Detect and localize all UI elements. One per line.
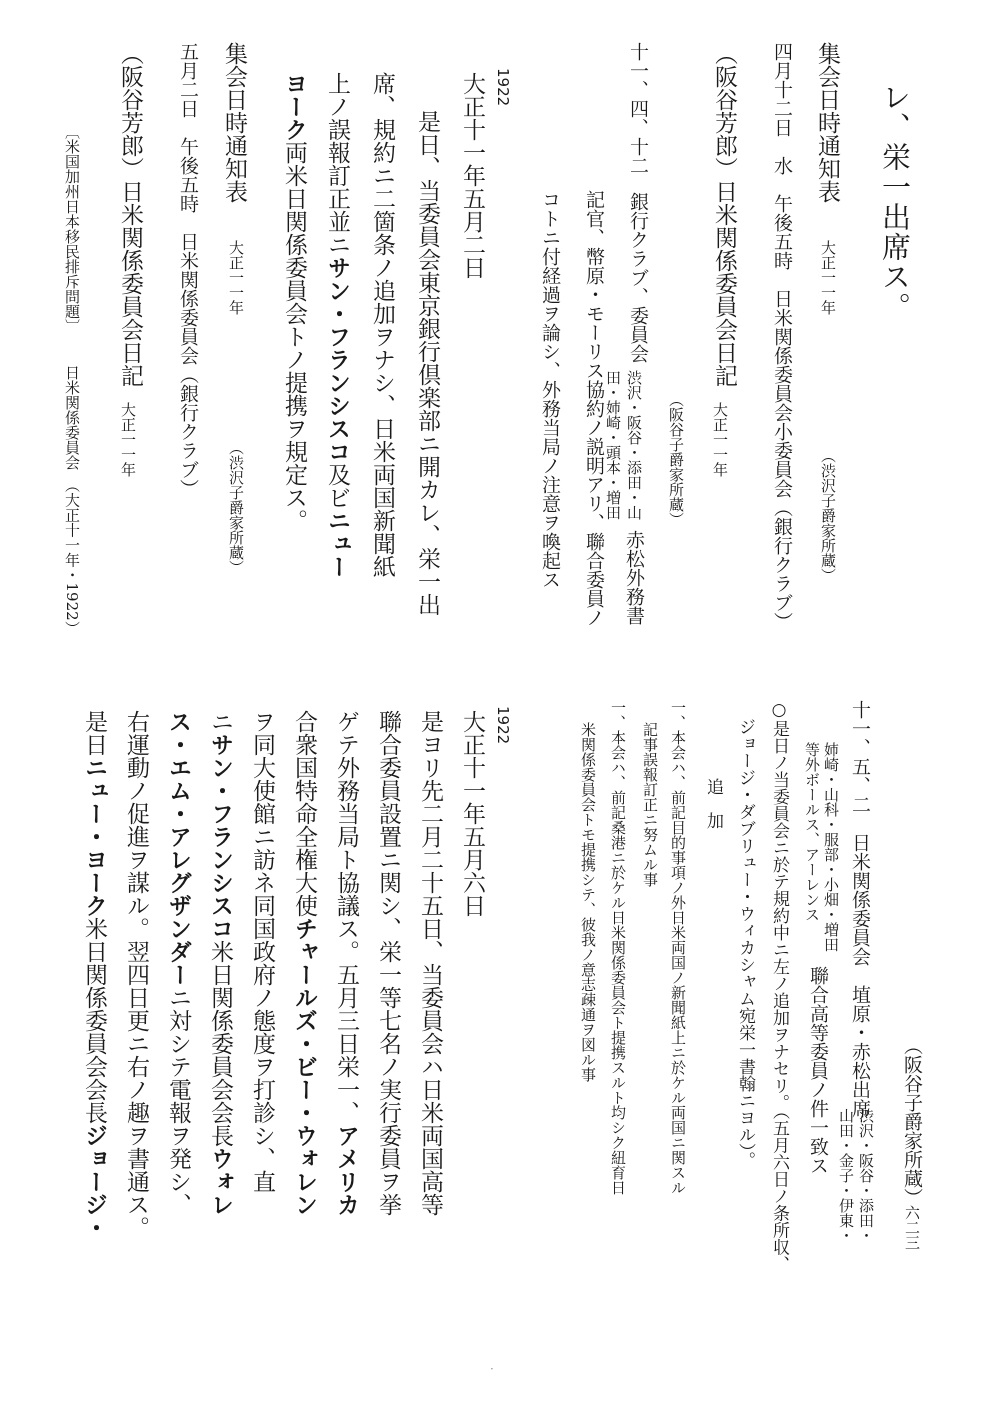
annotation-note: 渋沢・阪谷・添田・ xyxy=(857,1108,875,1243)
text-column: レ、栄一出席ス。 xyxy=(878,82,912,322)
year-label: 1922 xyxy=(494,68,512,107)
text-column: 十一、四、十二 xyxy=(627,42,649,175)
source-label: （渋沢子爵家所蔵） xyxy=(227,440,245,575)
text-segment: ジョージ・ xyxy=(81,1124,108,1239)
running-header: 日米関係委員会 （大正十一年・1922） xyxy=(63,365,81,636)
text-column: 四月十二日 水 午後五時 日米関係委員会小委員会（銀行クラブ） xyxy=(771,42,793,631)
text-column: 右運動ノ促進ヲ謀ル。翌四日更ニ右ノ趣ヲ書通ス。 xyxy=(123,710,149,1239)
text-segment: 両米日関係委員会トノ提携ヲ規定ス。 xyxy=(281,141,307,532)
era-label: 大正一一年 xyxy=(119,402,137,477)
text-column: 一、本会ハ、前記桑港ニ於ケル日米関係委員会ト提携スルト均シク紐育日 xyxy=(609,700,627,1195)
text-column: 一、本会ハ、前記目的事項ノ外日米両国ノ新聞紙上ニ於ケル両国ニ関スル xyxy=(669,700,687,1195)
annotation-note: 山田・金子・伊東・ xyxy=(837,1108,855,1243)
text-segment: ス・エム・アレグザンダー xyxy=(165,710,192,986)
text-column: 五月二日 午後五時 日米関係委員会（銀行クラブ） xyxy=(177,42,199,498)
text-segment: 及ビ xyxy=(324,463,350,509)
running-header: 〔米国加州日本移民排斥問題〕 xyxy=(63,124,81,334)
era-label: 大正一一年 xyxy=(227,240,245,315)
text-column xyxy=(334,710,358,1216)
text-segment: ゲテ外務当局ト協議ス。五月三日栄一、 xyxy=(333,710,359,1124)
text-column: 銀行クラブ、委員会 xyxy=(627,192,649,363)
text-column xyxy=(325,72,349,578)
text-segment: チャールズ・ビー・ウォレン xyxy=(291,917,318,1216)
year-label: 1922 xyxy=(494,706,512,745)
page-number: 六二三 xyxy=(903,1205,921,1250)
text-column: コトニ付経過ヲ論シ、外務当局ノ注意ヲ喚起ス xyxy=(539,190,561,589)
text-column: 米関係委員会トモ提携シテ、彼我ノ意志疎通ヲ図ル事 xyxy=(579,722,597,1082)
annotation-note: 等外ボールス、アーレンス xyxy=(803,742,821,922)
text-column: 席、規約ニ二箇条ノ追加ヲナシ、日米両国新聞紙 xyxy=(369,72,395,578)
text-segment: ヨーク xyxy=(281,72,308,141)
era-label: 大正一一年 xyxy=(711,402,729,477)
source-label: （阪谷子爵家所蔵） xyxy=(901,1036,923,1207)
text-column xyxy=(292,710,316,1216)
column-heading: （阪谷芳郎）日米関係委員会日記 xyxy=(711,42,737,387)
date-heading: 大正十一年五月二日 xyxy=(459,72,485,279)
text-segment: 米日関係委員会会長 xyxy=(207,940,233,1147)
stray-mark: · xyxy=(490,1362,494,1376)
annotation-note: 渋沢・阪谷・添田・山 xyxy=(625,370,643,520)
text-column: ヲ同大使館ニ訪ネ同国政府ノ態度ヲ打診シ、直 xyxy=(249,710,275,1193)
text-column: 記官、幣原・モーリス協約ノ説明アリ、聯合委員ノ xyxy=(583,190,605,627)
column-heading: （阪谷芳郎）日米関係委員会日記 xyxy=(117,42,143,387)
annotation-note: 田・姉崎・頭本・増田 xyxy=(604,370,622,520)
text-segment: 上ノ誤報訂正並ニ xyxy=(324,72,350,256)
text-column: 十一、五、二 日米関係委員会 埴原・赤松出席 xyxy=(849,700,871,1118)
section-heading: 追 加 xyxy=(703,778,723,829)
text-segment: ニ対シテ電報ヲ発シ、 xyxy=(165,986,191,1216)
text-column: ○是日ノ当委員会ニ於テ規約中ニ左ノ追加ヲナセリ。（五月六日ノ条所収、 xyxy=(769,700,789,1273)
date-heading: 大正十一年五月六日 xyxy=(459,710,485,917)
text-column: 是日、当委員会東京銀行倶楽部ニ開カレ、栄一出 xyxy=(414,110,440,616)
text-segment: 米日関係委員会会長 xyxy=(81,917,107,1124)
text-column xyxy=(282,72,306,532)
text-column xyxy=(82,710,106,1239)
column-heading: 集会日時通知表 xyxy=(221,42,247,203)
text-segment: サン・フランシスコ xyxy=(207,733,234,940)
annotation-note: 姉崎・山科・服部・小畑・増田 xyxy=(822,742,840,952)
text-segment: 合衆国特命全権大使 xyxy=(291,710,317,917)
text-column xyxy=(166,710,190,1216)
era-label: 大正一一年 xyxy=(819,240,837,315)
source-label: （渋沢子爵家所蔵） xyxy=(819,448,837,583)
text-segment: サン・フランシスコ xyxy=(324,256,351,463)
text-segment: アメリカ xyxy=(333,1124,360,1216)
text-column xyxy=(208,710,232,1216)
text-column: 聯合高等委員ノ件一致ス xyxy=(807,966,829,1175)
text-segment: ニュー・ヨーク xyxy=(81,756,108,917)
column-heading: 集会日時通知表 xyxy=(814,42,840,203)
text-segment: 是日 xyxy=(81,710,107,756)
text-column: 聯合委員設置ニ関シ、栄一等七名ノ実行委員ヲ挙 xyxy=(375,710,401,1216)
text-column: 赤松外務書 xyxy=(623,530,645,625)
text-segment: ニュー xyxy=(324,509,351,578)
source-label: （阪谷子爵家所蔵） xyxy=(667,392,685,527)
text-column: ジョージ・ダブリュー・ウィカシャム宛栄一書翰ニヨル）。 xyxy=(735,718,755,1169)
text-column: 記事誤報訂正ニ努ムル事 xyxy=(641,722,659,887)
text-segment: ニ xyxy=(207,710,233,733)
text-column: 是ヨリ先二月二十五日、当委員会ハ日米両国高等 xyxy=(417,710,443,1216)
text-segment: ウォレ xyxy=(207,1147,234,1216)
